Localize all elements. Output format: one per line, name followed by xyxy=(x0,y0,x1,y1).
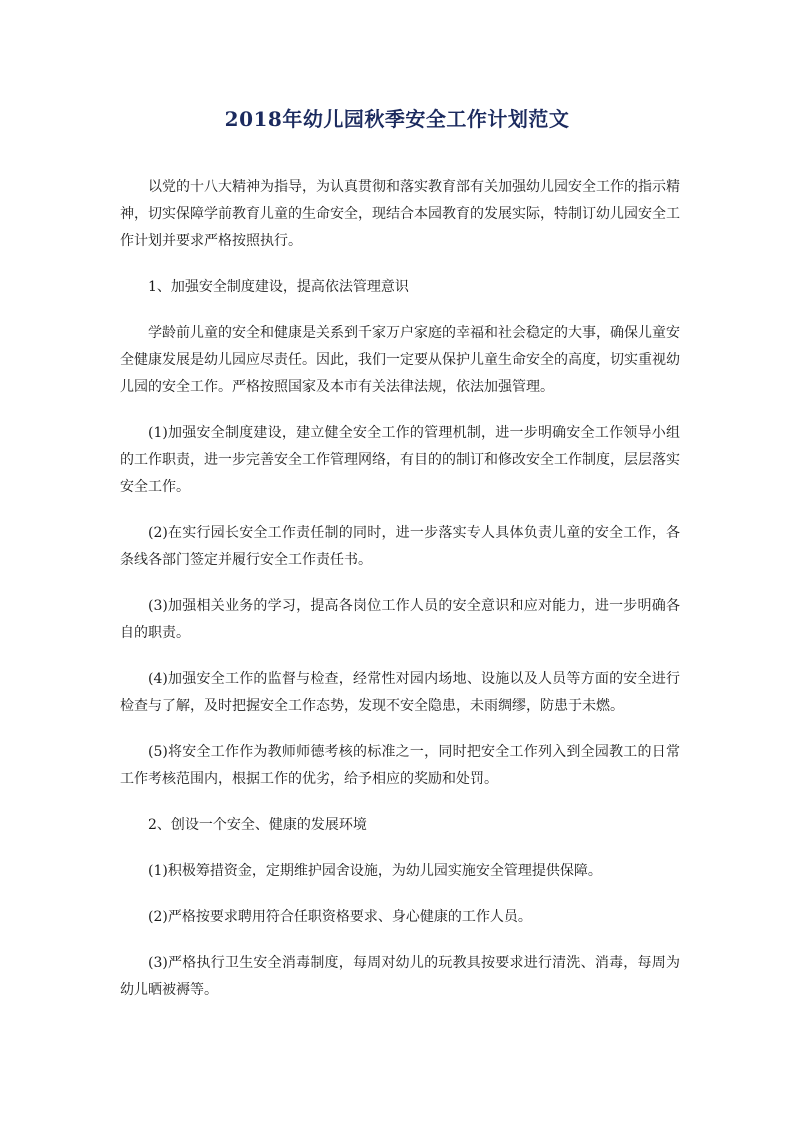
paragraph-1-item-2: (2)在实行园长安全工作责任制的同时，进一步落实专人具体负责儿童的安全工作，各条线各部门签定并履行安全工作责任书。 xyxy=(120,525,680,568)
paragraph-2-item-1: (1)积极筹措资金，定期维护园舍设施，为幼儿园实施安全管理提供保障。 xyxy=(148,863,602,879)
section-heading-2: 2、创设一个安全、健康的发展环境 xyxy=(148,817,367,833)
paragraph-1-item-3: (3)加强相关业务的学习，提高各岗位工作人员的安全意识和应对能力，进一步明确各自的职责。 xyxy=(120,598,680,641)
document-title: 2018年幼儿园秋季安全工作计划范文 xyxy=(224,107,570,131)
paragraph-2-item-2: (2)严格按要求聘用符合任职资格要求、身心健康的工作人员。 xyxy=(148,909,532,925)
document-body xyxy=(120,174,680,1023)
paragraph-1-item-4: (4)加强安全工作的监督与检查，经常性对园内场地、设施以及人员等方面的安全进行检查与了解，及时把握安全工作态势，发现不安全隐患，未雨绸缪，防患于未燃。 xyxy=(120,671,680,714)
paragraph-1-item-1: (1)加强安全制度建设，建立健全安全工作的管理机制，进一步明确安全工作领导小组的工作职责，进一步完善安全工作管理网络，有目的的制订和修改安全工作制度，层层落实安全工作。 xyxy=(120,425,680,495)
section-heading-1: 1、加强安全制度建设，提高依法管理意识 xyxy=(148,279,409,295)
paragraph-2-item-3: (3)严格执行卫生安全消毒制度，每周对幼儿的玩教具按要求进行清洗、消毒，每周为幼儿晒被褥等。 xyxy=(120,955,680,998)
paragraph-1-item-5: (5)将安全工作作为教师师德考核的标准之一，同时把安全工作列入到全园教工的日常工作考核范围内，根据工作的优劣，给予相应的奖励和处罚。 xyxy=(120,744,680,787)
paragraph-intro: 以党的十八大精神为指导，为认真贯彻和落实教育部有关加强幼儿园安全工作的指示精神，切实保障学前教育儿童的生命安全，现结合本园教育的发展实际，特制订幼儿园安全工作计划并要求严格按照执行。 xyxy=(120,179,680,249)
paragraph-1: 学龄前儿童的安全和健康是关系到千家万户家庭的幸福和社会稳定的大事，确保儿童安全健康发展是幼儿园应尽责任。因此，我们一定要从保护儿童生命安全的高度，切实重视幼儿园的安全工作。严格按照国家及本市有关法律法规，依法加强管理。 xyxy=(120,325,680,395)
